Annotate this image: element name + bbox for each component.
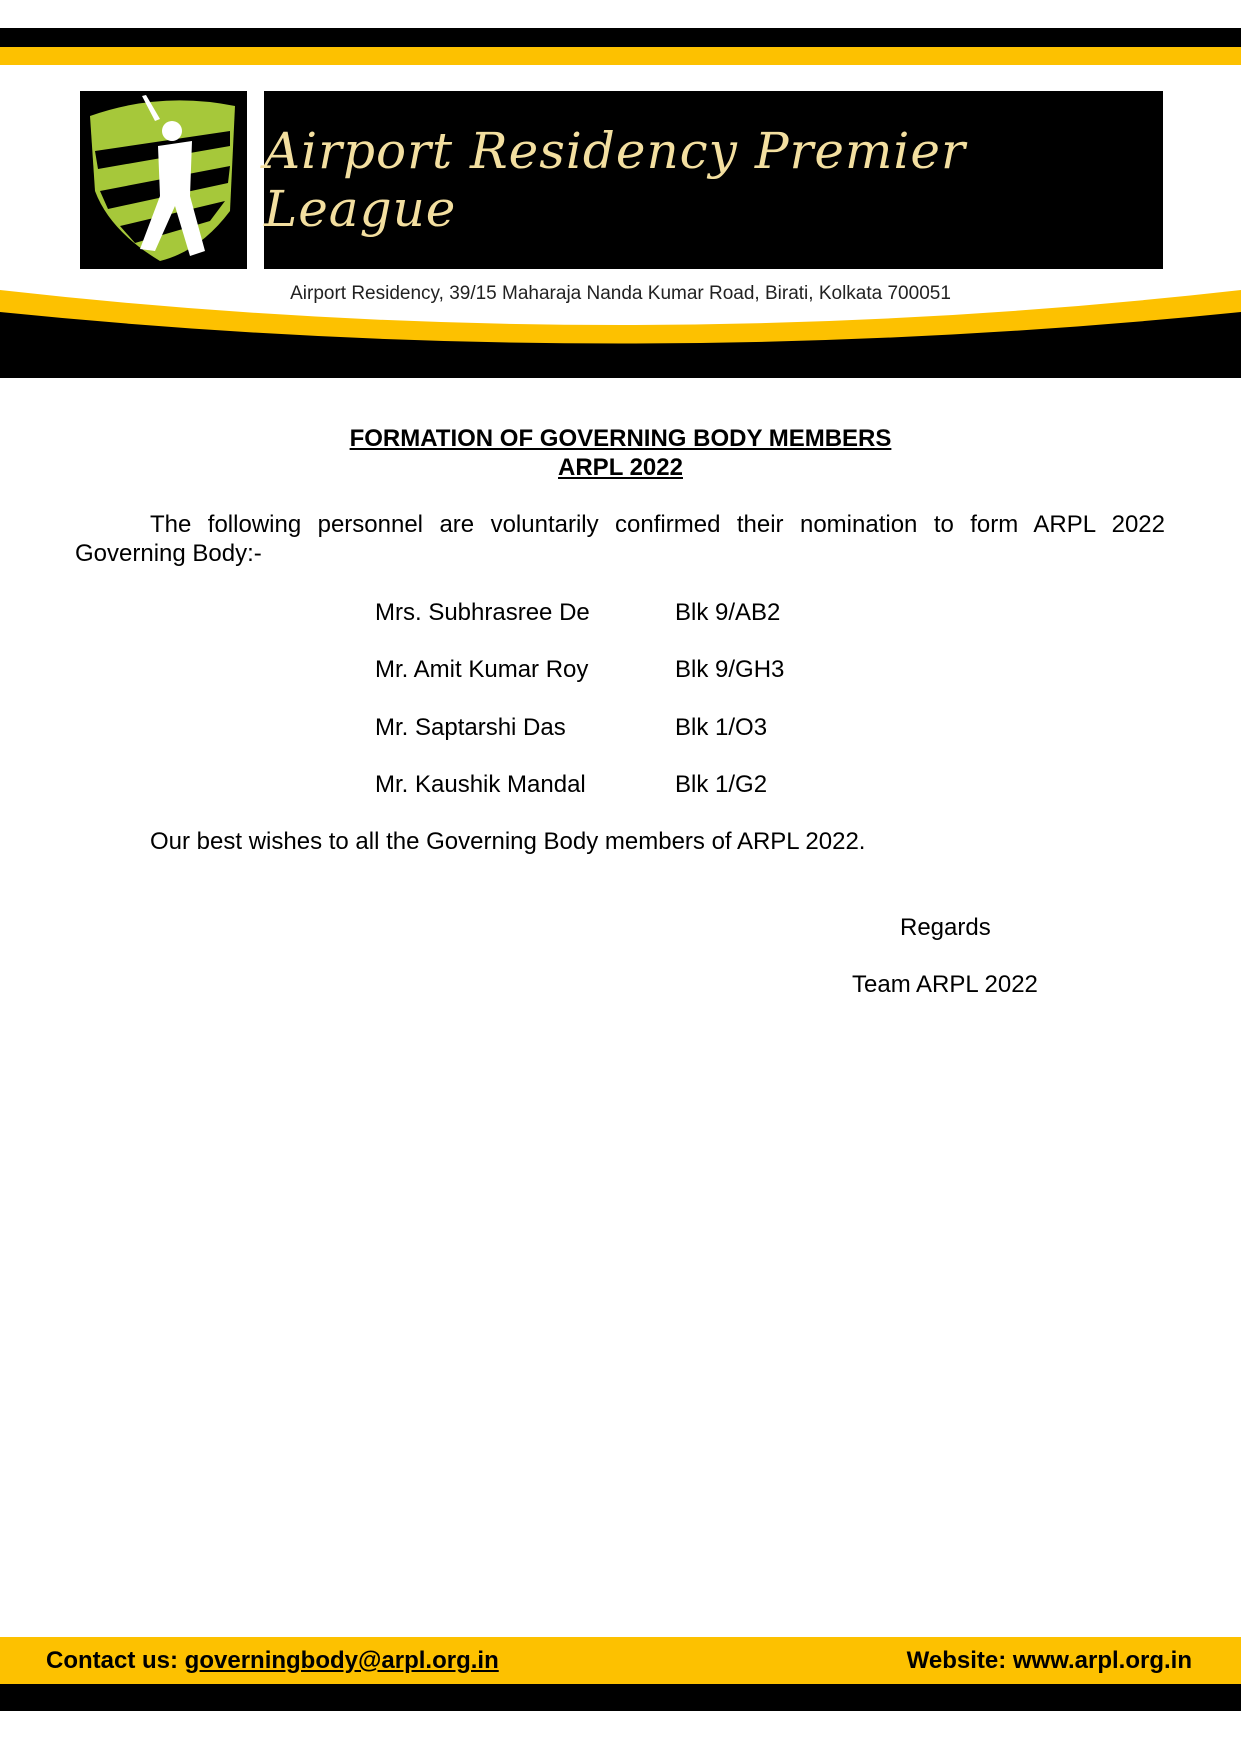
member-name: Mr. Amit Kumar Roy [375,656,589,683]
header-curve [0,290,1241,378]
league-banner [264,91,1163,269]
signature: Team ARPL 2022 [852,971,1038,998]
document-subtitle: ARPL 2022 [558,454,683,481]
contact-info [46,1647,499,1675]
footer-bar [0,1637,1241,1684]
member-block: Blk 1/O3 [675,714,768,741]
contact-label: Contact us: [46,1647,178,1674]
intro-line-2: Governing Body:- [75,540,262,567]
top-yellow-stripe [0,47,1241,65]
member-block: Blk 9/AB2 [675,599,781,626]
banner-title: Airport Residency Premier League [264,122,966,238]
member-name: Mrs. Subhrasree De [375,599,590,626]
bottom-black-stripe [0,1684,1241,1711]
member-name: Mr. Kaushik Mandal [375,771,586,798]
cricket-logo-icon [80,91,247,269]
document-title: FORMATION OF GOVERNING BODY MEMBERS [349,425,892,452]
top-black-stripe [0,28,1241,47]
contact-email-link[interactable]: governingbody@arpl.org.in [184,1647,499,1674]
member-name: Mr. Saptarshi Das [375,714,566,741]
address: Airport Residency, 39/15 Maharaja Nanda Kumar Road, Birati, Kolkata 700051 [290,283,951,304]
website-text: Website: www.arpl.org.in [906,1647,1192,1674]
regards: Regards [900,914,991,941]
best-wishes: Our best wishes to all the Governing Body members of ARPL 2022. [150,828,866,855]
member-block: Blk 9/GH3 [675,656,785,683]
member-block: Blk 1/G2 [675,771,768,798]
intro-line-1: The following personnel are voluntarily confirmed their nomination to form ARPL 2022 [150,511,1165,538]
